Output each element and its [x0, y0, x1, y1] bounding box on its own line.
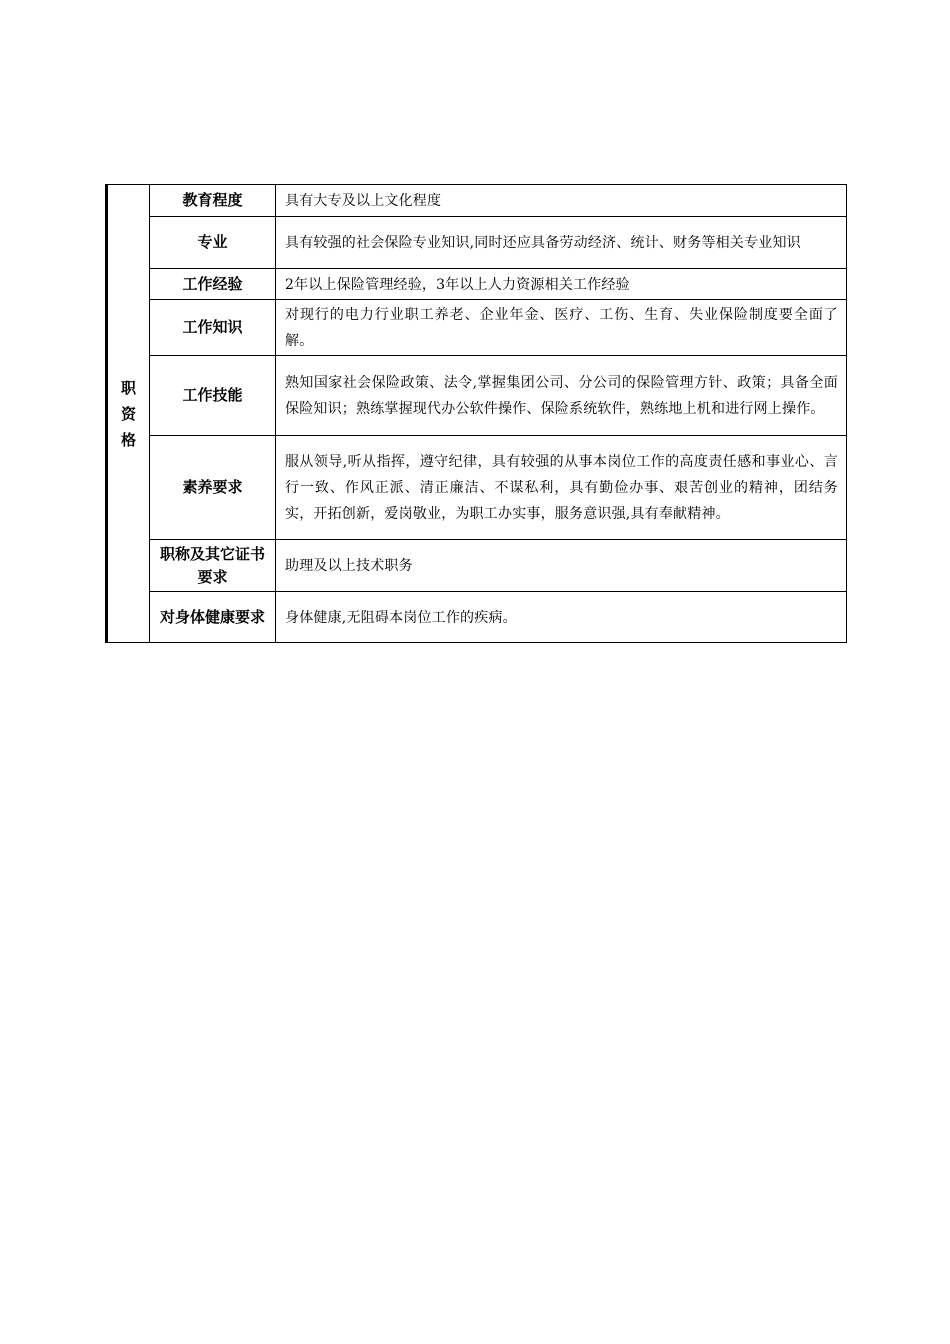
table-row	[107, 185, 847, 217]
table-row	[107, 540, 847, 592]
row-value: 具有大专及以上文化程度	[276, 185, 847, 217]
table-row	[107, 269, 847, 300]
qualification-table	[105, 184, 847, 643]
row-value: 对现行的电力行业职工养老、企业年金、医疗、工伤、生育、失业保险制度要全面了解。	[276, 300, 847, 356]
row-value: 身体健康,无阻碍本岗位工作的疾病。	[276, 592, 847, 643]
row-label: 职称及其它证书要求	[150, 540, 276, 592]
section-title	[108, 375, 149, 453]
row-label: 对身体健康要求	[150, 592, 276, 643]
section-title-char: 职	[120, 378, 136, 397]
row-label: 工作技能	[150, 356, 276, 436]
row-value: 具有较强的社会保险专业知识,同时还应具备劳动经济、统计、财务等相关专业知识	[276, 217, 847, 269]
row-label: 素养要求	[150, 436, 276, 540]
row-value: 助理及以上技术职务	[276, 540, 847, 592]
section-title-char: 资	[120, 404, 136, 423]
row-value: 熟知国家社会保险政策、法令,掌握集团公司、分公司的保险管理方针、政策；具备全面保险知识；熟练掌握现代办公软件操作、保险系统软件，熟练地上机和进行网上操作。	[276, 356, 847, 436]
row-label: 工作知识	[150, 300, 276, 356]
row-label: 工作经验	[150, 269, 276, 300]
table-row	[107, 436, 847, 540]
row-label: 教育程度	[150, 185, 276, 217]
row-value: 服从领导,听从指挥，遵守纪律，具有较强的从事本岗位工作的高度责任感和事业心、言行一致、作风正派、清正廉洁、不谋私利，具有勤俭办事、艰苦创业的精神，团结务实，开拓创新，爱岗敬业，为职工办实事，服务意识强,具有奉献精神。	[276, 436, 847, 540]
table-row	[107, 356, 847, 436]
table-row	[107, 300, 847, 356]
table-row	[107, 592, 847, 643]
section-title-char: 格	[120, 430, 136, 449]
section-title-cell	[107, 185, 150, 643]
row-value: 2年以上保险管理经验，3年以上人力资源相关工作经验	[276, 269, 847, 300]
table-row	[107, 217, 847, 269]
row-label: 专业	[150, 217, 276, 269]
